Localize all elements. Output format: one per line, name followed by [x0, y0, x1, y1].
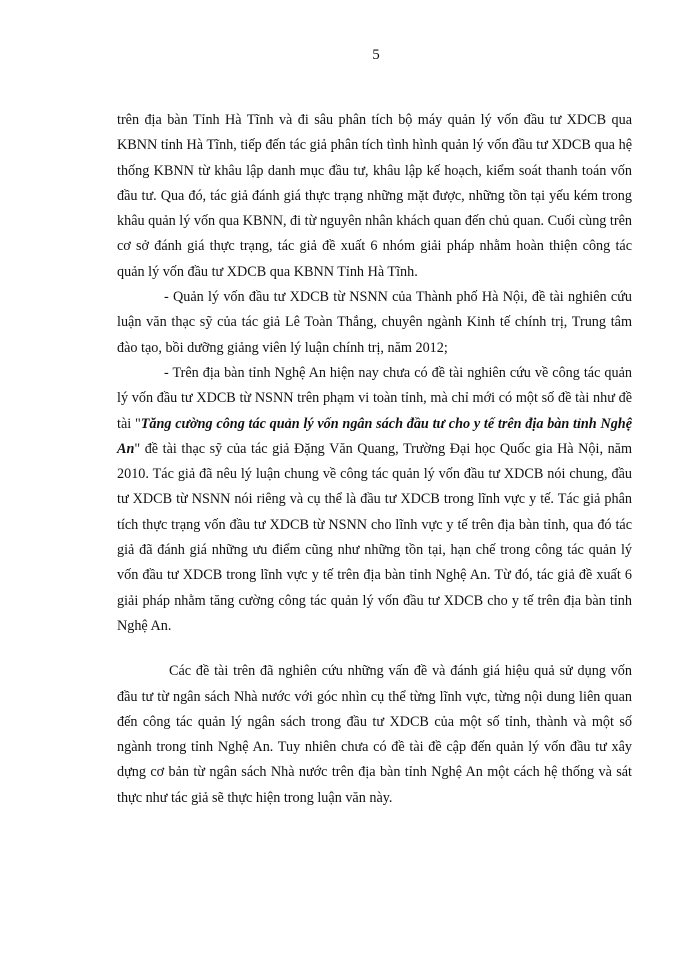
page-number: 5	[372, 47, 380, 63]
paragraph-ha-tinh-study: trên địa bàn Tỉnh Hà Tĩnh và đi sâu phân tích bộ máy quản lý vốn đầu tư XDCB qua KBNN tỉnh Hà Tĩnh, tiếp đến tác giả phân tích tình hình quản lý vốn đầu tư XDCB qua hệ thống KBNN từ khâu lập danh mục đầu tư, khâu lập kế hoạch, kiểm soát thanh toán vốn đầu tư. Qua đó, tác giả đánh giá thực trạng những mặt được, những tồn tại yếu kém trong khâu quản lý vốn qua KBNN, đi từ nguyên nhân khách quan đến chủ quan. Cuối cùng trên cơ sở đánh giá thực trạng, tác giả đề xuất 6 nhóm giải pháp nhằm hoàn thiện công tác quản lý vốn đầu tư XDCB qua KBNN Tỉnh Hà Tĩnh.	[117, 112, 632, 280]
paragraph-nghe-an-study	[117, 361, 632, 639]
paragraph-ha-noi-study: - Quản lý vốn đầu tư XDCB từ NSNN của Thành phố Hà Nội, đề tài nghiên cứu luận văn thạc sỹ của tác giả Lê Toàn Thắng, chuyên ngành Kinh tế chính trị, Trung tâm đào tạo, bồi dưỡng giảng viên lý luận chính trị, năm 2012;	[117, 289, 632, 356]
paragraph-gap	[117, 639, 632, 659]
document-body	[117, 108, 632, 811]
paragraph-nghe-an-intro: - Trên địa bàn tỉnh Nghệ An hiện nay chưa có đề tài nghiên cứu về công tác quản lý vốn đầu tư XDCB từ NSNN trên phạm vi toàn tỉnh, mà chỉ mới có một số đề tài như đề tài "	[117, 364, 632, 432]
paragraph-nghe-an-detail: " đề tài thạc sỹ của tác giả Đặng Văn Quang, Trường Đại học Quốc gia Hà Nội, năm 2010. Tác giả đã nêu lý luận chung về công tác quản lý vốn đầu tư XDCB nói chung, đầu tư XDCB từ NSNN nói riêng và cụ thể là đầu tư XDCB trong lĩnh vực y tế. Tác giả phân tích thực trạng vốn đầu tư XDCB từ NSNN cho lĩnh vực y tế trên địa bàn tỉnh, qua đó tác giả đã đánh giá những ưu điểm cũng như những tồn tại, hạn chế trong công tác quản lý vốn đầu tư XDCB trong lĩnh vực y tế trên địa bàn tỉnh Nghệ An. Từ đó, tác giả đề xuất 6 giải pháp nhằm tăng cường công tác quản lý vốn đầu tư XDCB cho y tế trên địa bàn tỉnh Nghệ An.	[117, 440, 632, 634]
thesis-title: Tăng cường công tác quản lý vốn ngân sách đầu tư cho y tế trên địa bàn tỉnh Nghệ An	[117, 415, 632, 457]
paragraph-conclusion: Các đề tài trên đã nghiên cứu những vấn đề và đánh giá hiệu quả sử dụng vốn đầu tư từ ngân sách Nhà nước với góc nhìn cụ thể từng lĩnh vực, từng nội dung liên quan đến công tác quản lý ngân sách trong đầu tư XDCB của một số tỉnh, thành và một số ngành trong tỉnh Nghệ An. Tuy nhiên chưa có đề tài đề cập đến quản lý vốn đầu tư xây dựng cơ bản từ ngân sách Nhà nước trên địa bàn tỉnh Nghệ An một cách hệ thống và sát thực như tác giả sẽ thực hiện trong luận văn này.	[117, 663, 632, 806]
